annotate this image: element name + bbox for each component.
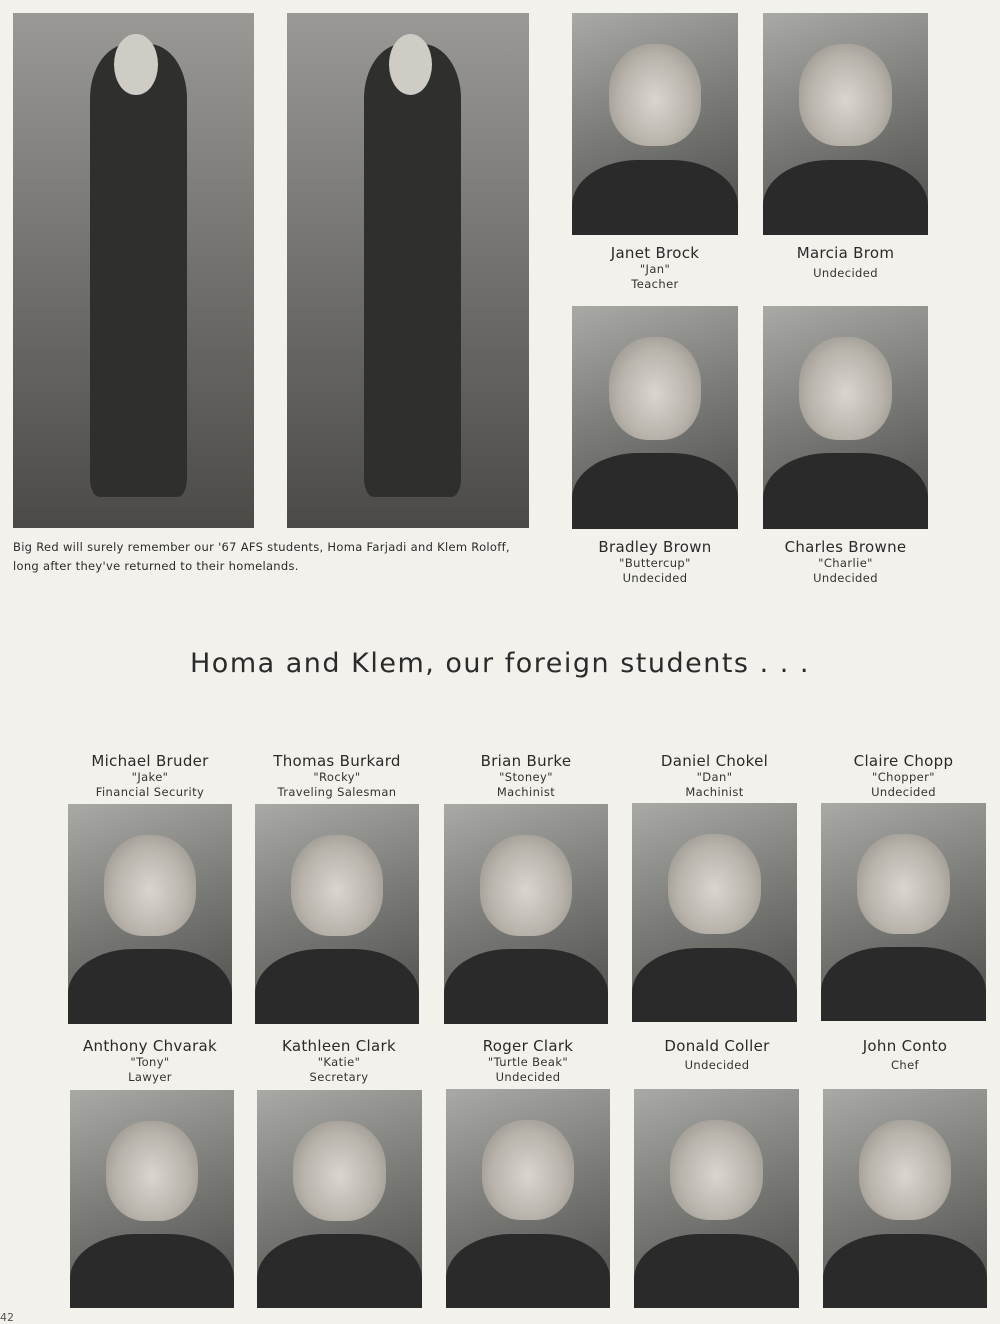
portrait-photo [632,803,797,1022]
portrait-photo [446,1089,610,1308]
figure-head [389,34,433,96]
portrait-photo [572,13,738,235]
student-plan: Machinist [685,785,744,799]
student-plan: Traveling Salesman [277,785,397,799]
student-plan: Undecided [622,571,688,585]
student-plan: Undecided [495,1070,561,1084]
student-name: Brian Burke [480,752,572,770]
figure-silhouette [364,44,461,497]
student-plan: Financial Security [95,785,205,799]
portrait-photo [823,1089,987,1308]
student-name: Donald Coller [664,1037,770,1055]
student-name: John Conto [862,1037,948,1055]
student-plan: Undecided [871,785,936,799]
student-name: Anthony Chvarak [82,1037,218,1055]
student-nickname: "Chopper" [872,770,935,784]
student-nickname: "Buttercup" [619,556,691,570]
student-plan: Undecided [813,266,878,280]
portrait-photo [634,1089,799,1308]
student-name: Roger Clark [482,1037,574,1055]
portrait-photo [821,803,986,1021]
portrait-photo [572,306,738,529]
student-name: Marcia Brom [796,244,895,262]
student-plan: Lawyer [128,1070,172,1084]
student-name: Charles Browne [784,538,907,556]
student-nickname: "Jake" [131,770,169,784]
page-number: 42 [0,1311,14,1324]
student-plan: Teacher [631,277,679,291]
student-plan: Undecided [684,1058,750,1072]
student-nickname: "Dan" [696,770,733,784]
student-plan: Machinist [496,785,556,799]
student-name: Bradley Brown [598,538,712,556]
portrait-photo [257,1090,422,1308]
candid-photo-klem [287,13,529,528]
student-nickname: "Rocky" [313,770,361,784]
student-name: Thomas Burkard [273,752,401,770]
portrait-photo [255,804,419,1024]
student-nickname: "Turtle Beak" [487,1055,569,1069]
student-nickname: "Tony" [130,1055,170,1069]
student-plan: Chef [890,1058,920,1072]
student-nickname: "Katie" [317,1055,361,1069]
portrait-photo [763,306,928,529]
portrait-photo [68,804,232,1024]
student-name: Daniel Chokel [660,752,769,770]
portrait-photo [70,1090,234,1308]
student-nickname: "Charlie" [818,556,873,570]
student-plan: Undecided [813,571,878,585]
student-name: Kathleen Clark [282,1037,396,1055]
student-name: Claire Chopp [853,752,954,770]
student-nickname: "Stoney" [499,770,553,784]
page-headline: Homa and Klem, our foreign students . . . [190,648,810,679]
figure-silhouette [90,44,186,497]
student-name: Michael Bruder [91,752,209,770]
student-plan: Secretary [309,1070,369,1084]
candid-caption: Big Red will surely remember our '67 AFS students, Homa Farjadi and Klem Roloff, long after they've returned to their homelands. [13,540,510,573]
portrait-photo [444,804,608,1024]
portrait-photo [763,13,928,235]
student-nickname: "Jan" [639,262,671,276]
student-name: Janet Brock [610,244,700,262]
figure-head [114,34,157,96]
candid-photo-homa [13,13,254,528]
